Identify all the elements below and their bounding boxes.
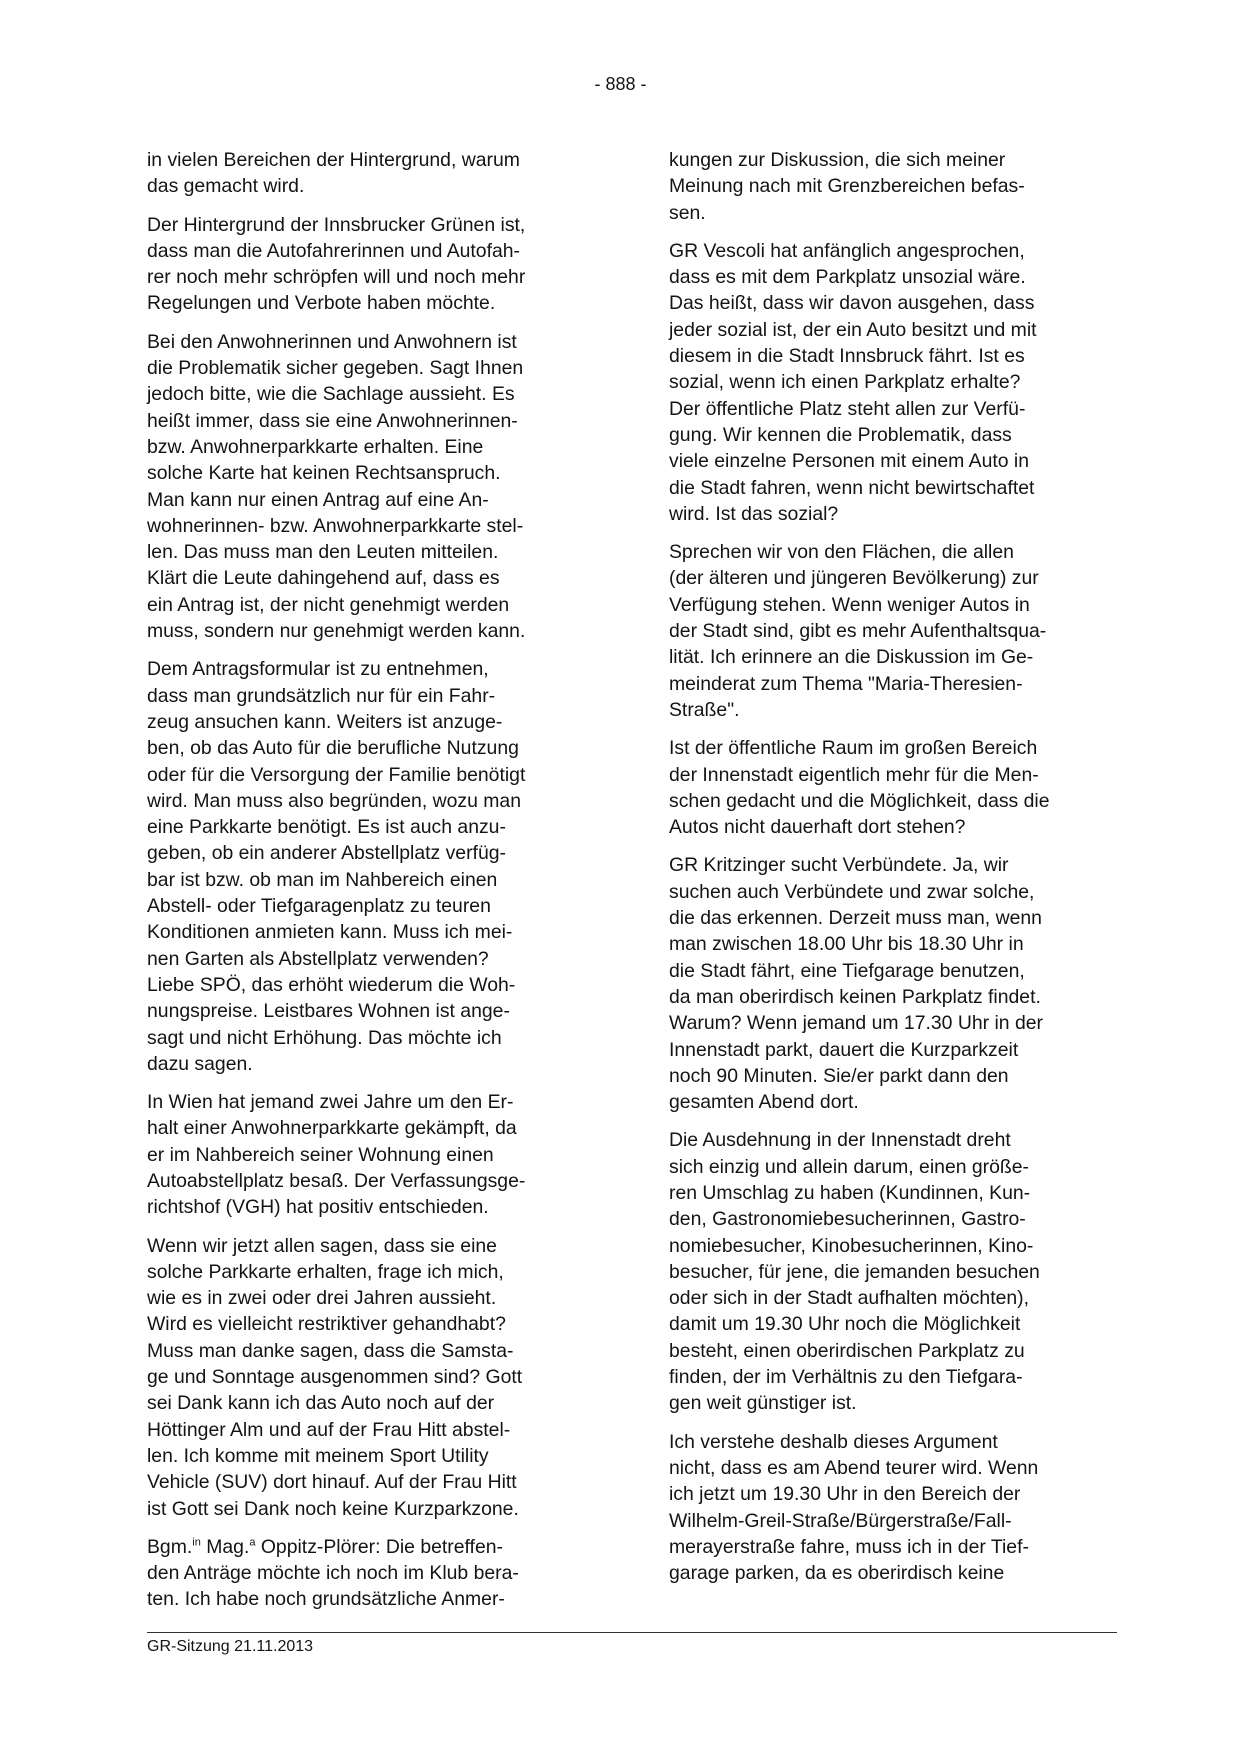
text-line: die Problematik sicher gegeben. Sagt Ihnen <box>147 357 524 380</box>
text-line: ich jetzt um 19.30 Uhr in den Bereich der <box>669 1483 1021 1506</box>
text-line: kungen zur Diskussion, die sich meiner <box>669 149 1006 171</box>
text-line: ist Gott sei Dank noch keine Kurzparkzone. <box>147 1497 519 1520</box>
speaker-title-mag: Mag. <box>206 1535 250 1558</box>
text-line: die Stadt fahren, wenn nicht bewirtschaftet <box>669 476 1035 499</box>
text-line: garage parken, da es oberirdisch keine <box>669 1562 1005 1585</box>
text-line: dazu sagen. <box>147 1052 253 1075</box>
text-line: Liebe SPÖ, das erhöht wiederum die Woh- <box>147 973 516 996</box>
text-line: dass man grundsätzlich nur für ein Fahr- <box>147 684 496 707</box>
paragraph <box>669 1429 1125 1587</box>
text-line: bzw. Anwohnerparkkarte erhalten. Eine <box>147 435 484 458</box>
text-line: Ich verstehe deshalb dieses Argument <box>669 1430 998 1453</box>
right-column <box>669 147 1125 1598</box>
text-line: damit um 19.30 Uhr noch die Möglichkeit <box>669 1313 1021 1336</box>
text-line: merayerstraße fahre, muss ich in der Tief- <box>669 1535 1029 1558</box>
text-line: Konditionen anmieten kann. Muss ich mei- <box>147 921 513 944</box>
text-line: Verfügung stehen. Wenn weniger Autos in <box>669 593 1030 616</box>
paragraph <box>147 147 603 200</box>
text-line: Wenn wir jetzt allen sagen, dass sie eine <box>147 1234 497 1257</box>
text-line: halt einer Anwohnerparkkarte gekämpft, da <box>147 1117 517 1140</box>
text-line: ein Antrag ist, der nicht genehmigt werden <box>147 593 510 616</box>
text-line: rer noch mehr schröpfen will und noch mehr <box>147 266 526 289</box>
text-line: Höttinger Alm und auf der Frau Hitt abstel- <box>147 1418 511 1441</box>
text-line: Das heißt, dass wir davon ausgehen, dass <box>669 292 1035 315</box>
text-line: nungspreise. Leistbares Wohnen ist ange- <box>147 1000 510 1023</box>
text-line: sei Dank kann ich das Auto noch auf der <box>147 1392 495 1415</box>
text-line: Autos nicht dauerhaft dort stehen? <box>669 816 966 839</box>
left-column <box>147 147 603 1625</box>
paragraph <box>669 147 1125 226</box>
text-line: Sprechen wir von den Flächen, die allen <box>669 541 1014 564</box>
text-line: sagt und nicht Erhöhung. Das möchte ich <box>147 1026 502 1049</box>
text-line: wohnerinnen- bzw. Anwohnerparkkarte stel- <box>147 514 524 537</box>
text-line: nomiebesucher, Kinobesucherinnen, Kino- <box>669 1234 1034 1257</box>
text-line: len. Das muss man den Leuten mitteilen. <box>147 541 499 564</box>
text-line: gen weit günstiger ist. <box>669 1392 857 1415</box>
text-line: Dem Antragsformular ist zu entnehmen, <box>147 658 489 681</box>
text-line: den, Gastronomiebesucherinnen, Gastro- <box>669 1208 1026 1231</box>
text-line: nicht, dass es am Abend teurer wird. Wenn <box>669 1456 1039 1479</box>
text-line: gesamten Abend dort. <box>669 1091 859 1114</box>
paragraph <box>669 852 1125 1115</box>
text-line: in vielen Bereichen der Hintergrund, warum <box>147 149 520 171</box>
text-line: GR Vescoli hat anfänglich angesprochen, <box>669 239 1025 262</box>
text-line: der Stadt sind, gibt es mehr Aufenthaltsqua- <box>669 620 1047 643</box>
text-line: besteht, einen oberirdischen Parkplatz zu <box>669 1339 1025 1362</box>
text-line: sen. <box>669 201 706 224</box>
text-line: Meinung nach mit Grenzbereichen befas- <box>669 175 1025 198</box>
text-line: meinderat zum Thema "Maria-Theresien- <box>669 672 1023 695</box>
text-line: Die Ausdehnung in der Innenstadt dreht <box>669 1129 1011 1152</box>
text-line: man zwischen 18.00 Uhr bis 18.30 Uhr in <box>669 933 1024 956</box>
text-line: dass man die Autofahrerinnen und Autofah- <box>147 239 520 262</box>
text-line: da man oberirdisch keinen Parkplatz findet. <box>669 985 1041 1008</box>
text-line: Wird es vielleicht restriktiver gehandhabt? <box>147 1313 506 1336</box>
text-line: GR Kritzinger sucht Verbündete. Ja, wir <box>669 854 1009 877</box>
text-line: die Stadt fährt, eine Tiefgarage benutzen, <box>669 959 1025 982</box>
text-line: Warum? Wenn jemand um 17.30 Uhr in der <box>669 1012 1043 1035</box>
text-line: solche Parkkarte erhalten, frage ich mich, <box>147 1260 504 1283</box>
text-line: solche Karte hat keinen Rechtsanspruch. <box>147 462 501 485</box>
paragraph <box>147 212 603 317</box>
text-line: Abstell- oder Tiefgaragenplatz zu teuren <box>147 895 491 918</box>
paragraph <box>669 735 1125 840</box>
speaker-title-mag-suffix: a <box>249 1536 256 1549</box>
text-line: (der älteren und jüngeren Bevölkerung) zur <box>669 567 1039 590</box>
text-line: len. Ich komme mit meinem Sport Utility <box>147 1444 489 1467</box>
paragraph <box>147 1089 603 1220</box>
text-line: gung. Wir kennen die Problematik, dass <box>669 423 1012 446</box>
text-line: besucher, für jene, die jemanden besuchen <box>669 1260 1040 1283</box>
text-line: Klärt die Leute dahingehend auf, dass es <box>147 567 500 590</box>
text-line: wird. Ist das sozial? <box>669 502 839 525</box>
text-line: oder für die Versorgung der Familie benötigt <box>147 763 526 786</box>
text-line: heißt immer, dass sie eine Anwohnerinnen- <box>147 409 518 432</box>
text-line: nen Garten als Abstellplatz verwenden? <box>147 947 489 970</box>
speaker-continuation <box>147 1560 603 1613</box>
text-line: zeug ansuchen kann. Weiters ist anzuge- <box>147 710 503 733</box>
text-line: geben, ob ein anderer Abstellplatz verfüg- <box>147 842 506 865</box>
paragraph <box>147 1233 603 1522</box>
text-line: lität. Ich erinnere an die Diskussion im Ge- <box>669 646 1034 669</box>
paragraph <box>147 329 603 645</box>
paragraph <box>669 1127 1125 1416</box>
speaker-name-text: Oppitz-Plörer: Die betreffen- <box>260 1535 503 1558</box>
text-line: muss, sondern nur genehmigt werden kann. <box>147 620 526 643</box>
text-line: In Wien hat jemand zwei Jahre um den Er- <box>147 1091 514 1114</box>
paragraph <box>669 238 1125 527</box>
text-line: er im Nahbereich seiner Wohnung einen <box>147 1143 494 1166</box>
text-line: eine Parkkarte benötigt. Es ist auch anzu- <box>147 816 506 839</box>
footer-divider <box>147 1632 1117 1633</box>
text-line: suchen auch Verbündete und zwar solche, <box>669 880 1035 903</box>
text-line: das gemacht wird. <box>147 175 305 198</box>
text-line: sozial, wenn ich einen Parkplatz erhalte? <box>669 371 1021 394</box>
text-line: Autoabstellplatz besaß. Der Verfassungsge- <box>147 1169 526 1192</box>
text-line: Man kann nur einen Antrag auf eine An- <box>147 488 489 511</box>
text-line: Ist der öffentliche Raum im großen Bereich <box>669 737 1038 760</box>
text-line: Muss man danke sagen, dass die Samsta- <box>147 1339 514 1362</box>
text-line: noch 90 Minuten. Sie/er parkt dann den <box>669 1064 1009 1087</box>
text-line: oder sich in der Stadt aufhalten möchten), <box>669 1287 1030 1310</box>
text-line: Bei den Anwohnerinnen und Anwohnern ist <box>147 330 517 353</box>
speaker-line <box>147 1534 603 1560</box>
speaker-title-bgm-suffix: in <box>192 1536 201 1549</box>
text-line: Innenstadt parkt, dauert die Kurzparkzeit <box>669 1038 1019 1061</box>
text-line: Straße". <box>669 698 740 721</box>
text-line: dass es mit dem Parkplatz unsozial wäre. <box>669 266 1026 289</box>
text-line: der Innenstadt eigentlich mehr für die Men- <box>669 763 1039 786</box>
text-line: ten. Ich habe noch grundsätzliche Anmer- <box>147 1588 505 1611</box>
text-line: die das erkennen. Derzeit muss man, wenn <box>669 907 1042 930</box>
text-line: richtshof (VGH) hat positiv entschieden. <box>147 1196 489 1219</box>
text-line: Vehicle (SUV) dort hinauf. Auf der Frau Hitt <box>147 1471 517 1494</box>
footer-session-date: GR-Sitzung 21.11.2013 <box>147 1638 314 1655</box>
text-line: wie es in zwei oder drei Jahren aussieht. <box>147 1287 497 1310</box>
text-line: ben, ob das Auto für die berufliche Nutzung <box>147 737 519 760</box>
text-line: Wilhelm-Greil-Straße/Bürgerstraße/Fall- <box>669 1509 1012 1532</box>
text-line: Der Hintergrund der Innsbrucker Grünen ist, <box>147 213 526 236</box>
page-number: - 888 - <box>594 74 647 94</box>
text-line: den Anträge möchte ich noch im Klub bera- <box>147 1562 519 1585</box>
text-line: ge und Sonntage ausgenommen sind? Gott <box>147 1366 523 1389</box>
speaker-title-bgm: Bgm. <box>147 1535 193 1558</box>
speaker-paragraph <box>147 1534 603 1613</box>
text-line: diesem in die Stadt Innsbruck fährt. Ist es <box>669 345 1025 368</box>
text-line: jedoch bitte, wie die Sachlage aussieht. Es <box>147 383 515 406</box>
text-line: ren Umschlag zu haben (Kundinnen, Kun- <box>669 1181 1031 1204</box>
paragraph <box>669 539 1125 723</box>
text-line: Regelungen und Verbote haben möchte. <box>147 292 496 315</box>
text-line: Der öffentliche Platz steht allen zur Verfü- <box>669 397 1026 420</box>
paragraph <box>147 656 603 1077</box>
text-line: jeder sozial ist, der ein Auto besitzt und mit <box>669 318 1037 341</box>
text-line: bar ist bzw. ob man im Nahbereich einen <box>147 868 498 891</box>
text-line: sich einzig und allein darum, einen größe- <box>669 1155 1030 1178</box>
text-line: finden, der im Verhältnis zu den Tiefgara- <box>669 1366 1023 1389</box>
text-line: viele einzelne Personen mit einem Auto in <box>669 450 1030 473</box>
text-line: schen gedacht und die Möglichkeit, dass die <box>669 789 1050 812</box>
text-line: wird. Man muss also begründen, wozu man <box>147 789 521 812</box>
